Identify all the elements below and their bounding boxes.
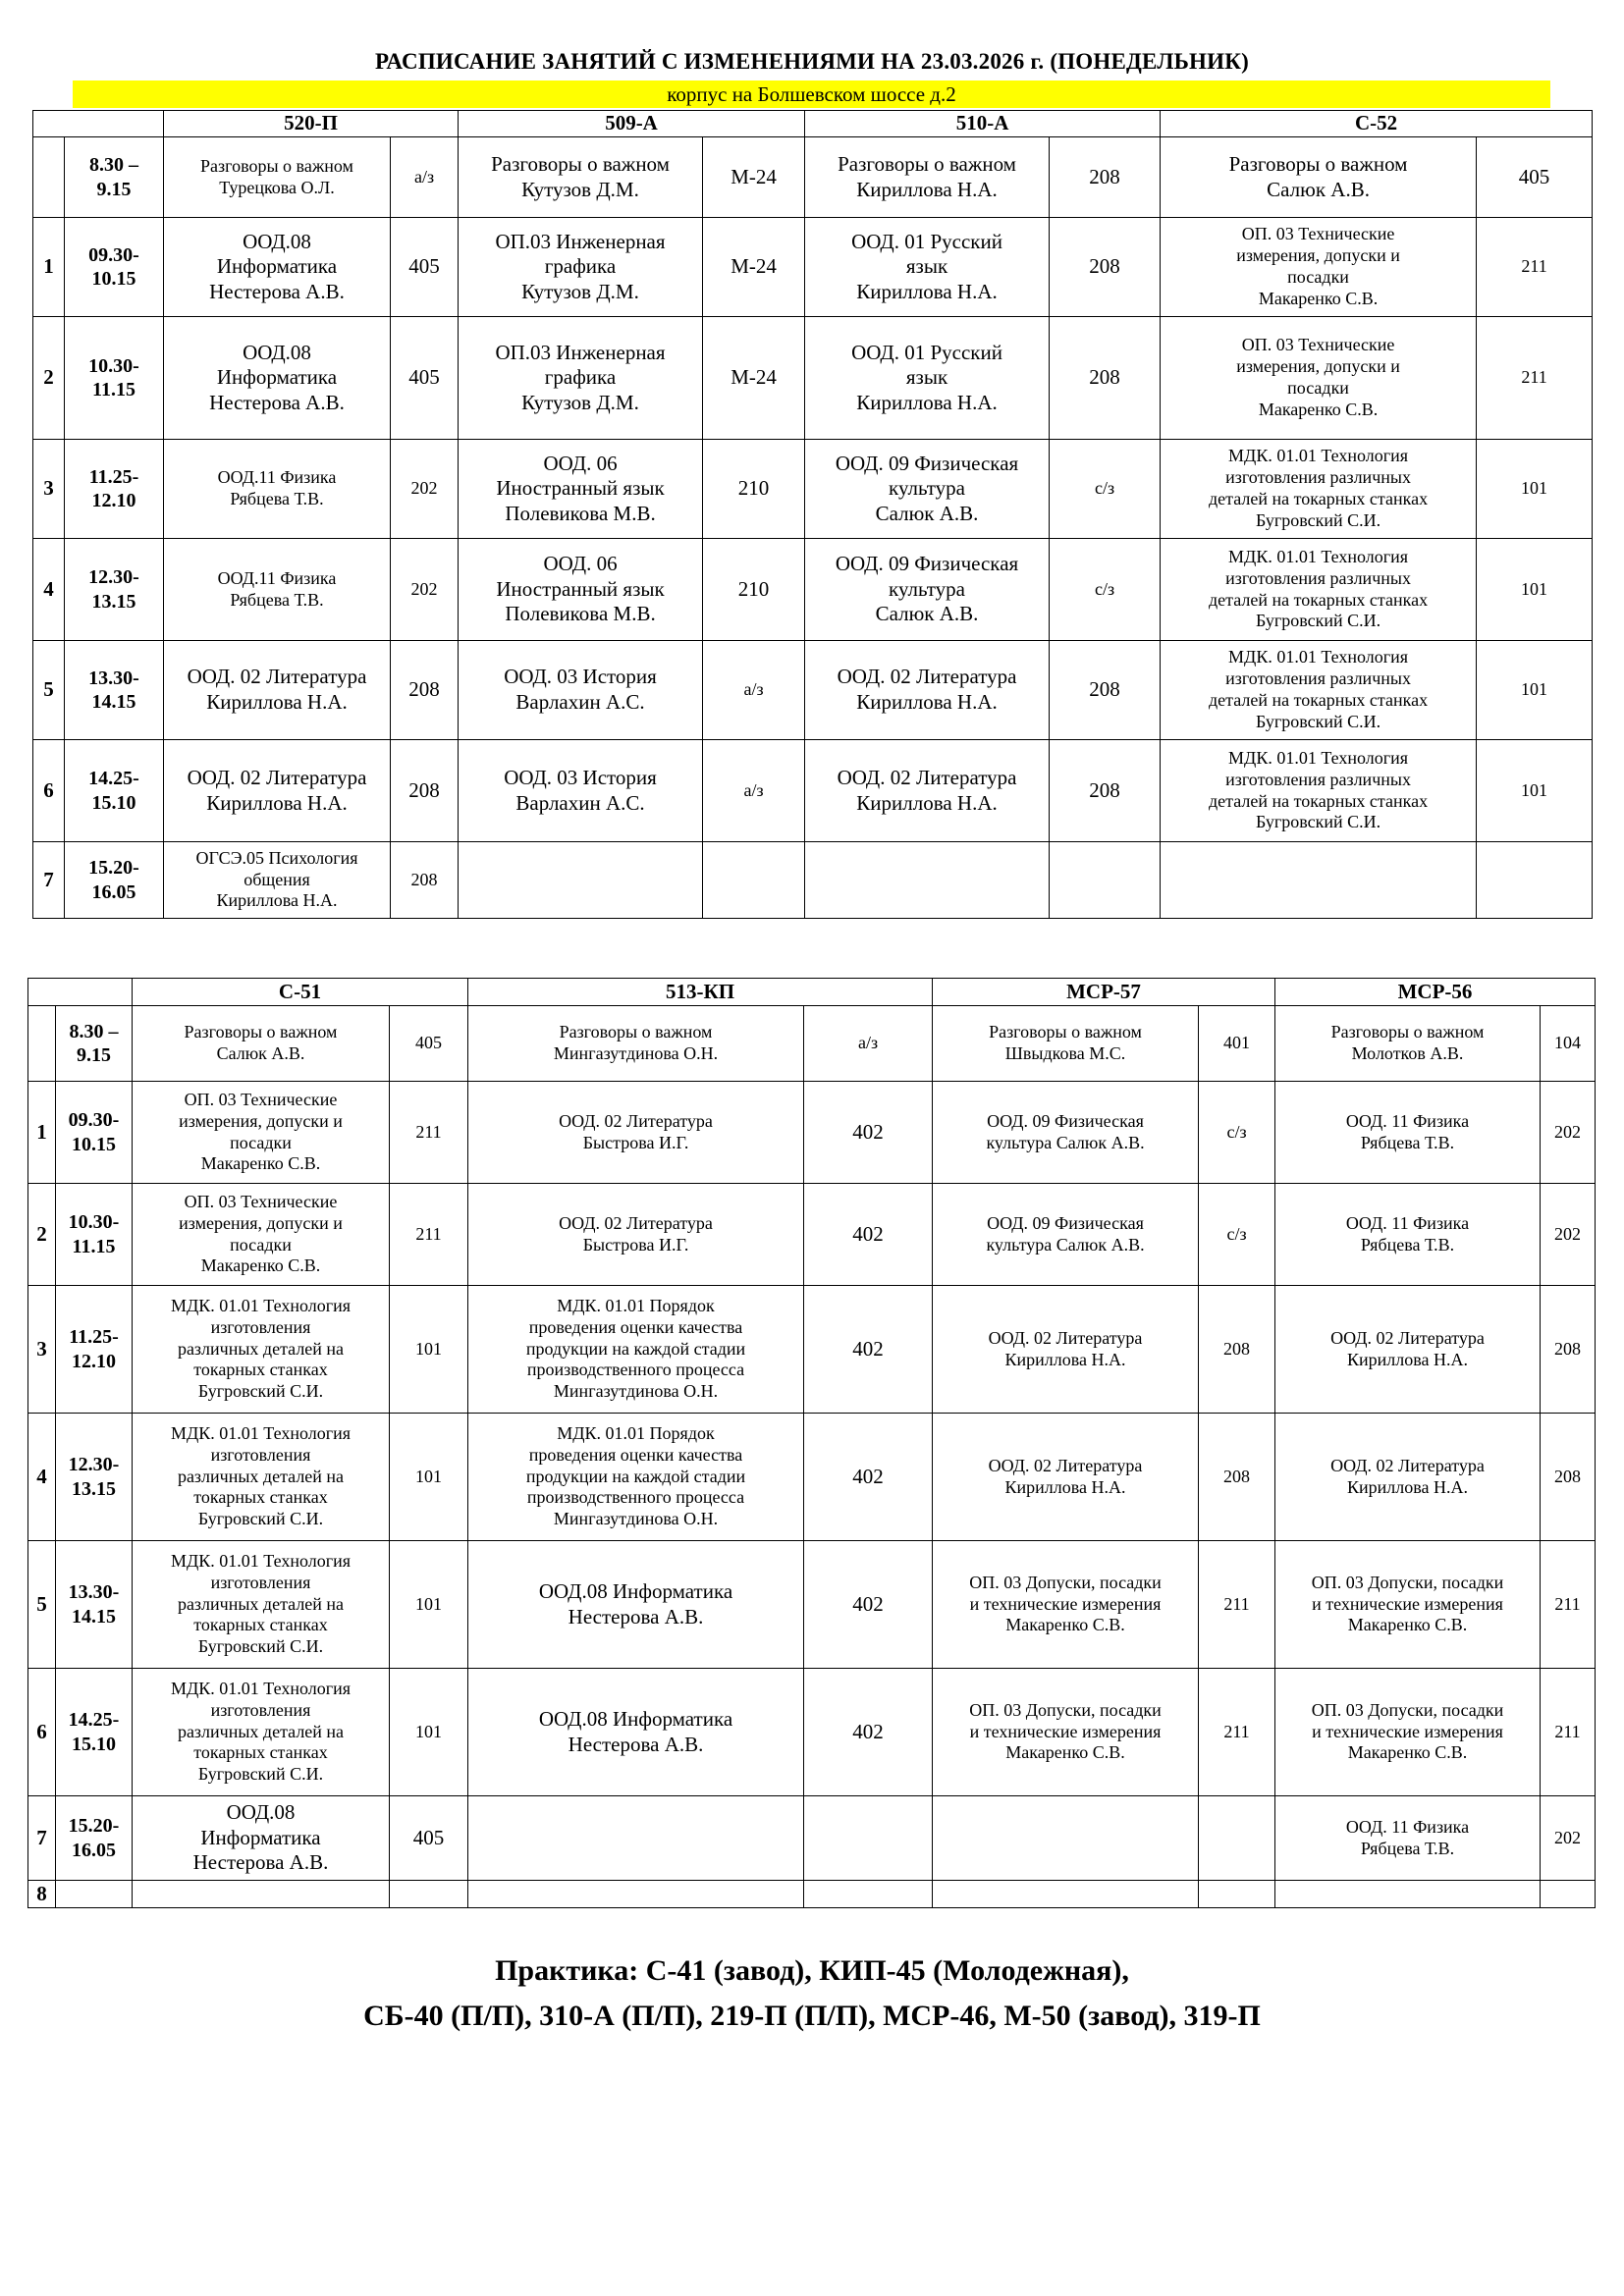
lesson-number: 7	[33, 842, 65, 919]
group-header: 510-А	[805, 111, 1161, 137]
lesson-subject: МДК. 01.01 Технология изготовления различных деталей на токарных станках Бугровский С.И.	[133, 1286, 390, 1414]
lesson-number: 6	[28, 1669, 56, 1796]
lesson-subject: ООД. 01 Русский язык Кириллова Н.А.	[805, 218, 1050, 317]
lesson-room: 208	[1050, 137, 1161, 218]
lesson-room: 210	[703, 440, 805, 539]
lesson-row	[33, 842, 1593, 919]
lesson-room: а/з	[391, 137, 459, 218]
lesson-number	[28, 1006, 56, 1082]
lesson-subject: ООД. 09 Физическая культура Салюк А.В.	[805, 440, 1050, 539]
lesson-subject: ОП. 03 Допуски, посадки и технические измерения Макаренко С.В.	[1275, 1669, 1541, 1796]
lesson-row	[28, 1286, 1596, 1414]
group-header: С-52	[1161, 111, 1593, 137]
lesson-room: 101	[1477, 539, 1593, 641]
lesson-subject: ООД. 11 Физика Рябцева Т.В.	[1275, 1082, 1541, 1184]
lesson-subject: ОП. 03 Технические измерения, допуски и посадки Макаренко С.В.	[1161, 218, 1477, 317]
lesson-subject: ОП. 03 Допуски, посадки и технические измерения Макаренко С.В.	[933, 1541, 1199, 1669]
lesson-row	[33, 740, 1593, 842]
lesson-room: 208	[1050, 218, 1161, 317]
schedule-table-2	[27, 978, 1596, 1908]
header-corner	[28, 979, 133, 1006]
lesson-subject: ООД. 06 Иностранный язык Полевикова М.В.	[459, 539, 703, 641]
lesson-subject: МДК. 01.01 Порядок проведения оценки качества продукции на каждой стадии производственного процесса Мингазутдинова О.Н.	[468, 1414, 804, 1541]
lesson-room: 211	[1477, 218, 1593, 317]
lesson-number: 5	[28, 1541, 56, 1669]
practice-line-1: Практика: С-41 (завод), КИП-45 (Молодежная),	[495, 1954, 1129, 1987]
lesson-row	[33, 317, 1593, 440]
group-header: МСР-57	[933, 979, 1275, 1006]
lesson-time: 13.30- 14.15	[65, 641, 164, 740]
lesson-subject	[805, 842, 1050, 919]
lesson-row	[28, 1414, 1596, 1541]
lesson-subject: ОП. 03 Технические измерения, допуски и посадки Макаренко С.В.	[1161, 317, 1477, 440]
lesson-room: а/з	[703, 740, 805, 842]
lesson-row	[28, 1669, 1596, 1796]
lesson-subject: ОП.03 Инженерная графика Кутузов Д.М.	[459, 317, 703, 440]
lesson-time: 09.30- 10.15	[56, 1082, 133, 1184]
lesson-subject: ООД. 02 Литература Кириллова Н.А.	[805, 641, 1050, 740]
lesson-subject: ООД.11 Физика Рябцева Т.В.	[164, 539, 391, 641]
lesson-subject: ООД. 02 Литература Кириллова Н.А.	[164, 740, 391, 842]
lesson-number: 2	[28, 1184, 56, 1286]
lesson-row	[28, 1796, 1596, 1881]
lesson-room: 211	[1477, 317, 1593, 440]
lesson-room: 202	[1541, 1184, 1596, 1286]
lesson-time: 15.20- 16.05	[56, 1796, 133, 1881]
lesson-subject: ООД. 03 История Варлахин А.С.	[459, 641, 703, 740]
lesson-room: 208	[1050, 641, 1161, 740]
lesson-room: 405	[391, 218, 459, 317]
group-header: 520-П	[164, 111, 459, 137]
lesson-room: с/з	[1199, 1082, 1275, 1184]
lesson-room: 211	[1541, 1541, 1596, 1669]
lesson-subject: Разговоры о важном Молотков А.В.	[1275, 1006, 1541, 1082]
lesson-room: 104	[1541, 1006, 1596, 1082]
lesson-time: 11.25- 12.10	[65, 440, 164, 539]
lesson-subject: ООД. 02 Литература Кириллова Н.А.	[164, 641, 391, 740]
lesson-subject: ООД.08 Информатика Нестерова А.В.	[133, 1796, 390, 1881]
lesson-room: М-24	[703, 317, 805, 440]
lesson-number: 1	[28, 1082, 56, 1184]
lesson-subject: ООД. 11 Физика Рябцева Т.В.	[1275, 1796, 1541, 1881]
lesson-number: 1	[33, 218, 65, 317]
lesson-subject: МДК. 01.01 Технология изготовления различных деталей на токарных станках Бугровский С.И.	[1161, 440, 1477, 539]
lesson-room: а/з	[804, 1006, 933, 1082]
lesson-room: 211	[1541, 1669, 1596, 1796]
lesson-room: М-24	[703, 137, 805, 218]
lesson-room: 211	[390, 1184, 468, 1286]
lesson-row	[28, 1184, 1596, 1286]
lesson-subject: МДК. 01.01 Технология изготовления различных деталей на токарных станках Бугровский С.И.	[133, 1541, 390, 1669]
lesson-room: 210	[703, 539, 805, 641]
lesson-time: 15.20- 16.05	[65, 842, 164, 919]
lesson-number: 5	[33, 641, 65, 740]
lesson-subject: ООД. 02 Литература Быстрова И.Г.	[468, 1184, 804, 1286]
building-banner: корпус на Болшевском шоссе д.2	[73, 80, 1550, 108]
lesson-time: 14.25- 15.10	[65, 740, 164, 842]
schedule-table-1	[32, 110, 1593, 919]
lesson-subject	[459, 842, 703, 919]
lesson-room	[1541, 1881, 1596, 1908]
group-header: 513-КП	[468, 979, 933, 1006]
lesson-room: 101	[390, 1414, 468, 1541]
lesson-subject: ООД. 09 Физическая культура Салюк А.В.	[933, 1184, 1199, 1286]
lesson-subject: ООД.08 Информатика Нестерова А.В.	[164, 317, 391, 440]
lesson-subject: ООД.08 Информатика Нестерова А.В.	[468, 1669, 804, 1796]
lesson-number: 4	[28, 1414, 56, 1541]
lesson-number: 7	[28, 1796, 56, 1881]
lesson-room: 402	[804, 1541, 933, 1669]
lesson-room: 402	[804, 1414, 933, 1541]
lesson-subject: Разговоры о важном Швыдкова М.С.	[933, 1006, 1199, 1082]
lesson-subject: ОП. 03 Допуски, посадки и технические измерения Макаренко С.В.	[1275, 1541, 1541, 1669]
practice-note	[0, 1949, 1624, 2039]
lesson-room	[1050, 842, 1161, 919]
lesson-subject: Разговоры о важном Турецкова О.Л.	[164, 137, 391, 218]
lesson-subject: Разговоры о важном Кутузов Д.М.	[459, 137, 703, 218]
lesson-room: 405	[1477, 137, 1593, 218]
lesson-row	[28, 1881, 1596, 1908]
lesson-room: 202	[1541, 1082, 1596, 1184]
lesson-subject	[933, 1796, 1199, 1881]
lesson-room: 405	[390, 1006, 468, 1082]
lesson-subject: Разговоры о важном Мингазутдинова О.Н.	[468, 1006, 804, 1082]
lesson-room: 101	[1477, 440, 1593, 539]
lesson-row	[33, 218, 1593, 317]
lesson-row	[28, 1541, 1596, 1669]
lesson-subject: ОП.03 Инженерная графика Кутузов Д.М.	[459, 218, 703, 317]
lesson-subject: Разговоры о важном Салюк А.В.	[133, 1006, 390, 1082]
lesson-room: 402	[804, 1184, 933, 1286]
lesson-room: 208	[1199, 1414, 1275, 1541]
lesson-room: 208	[391, 740, 459, 842]
lesson-time: 11.25- 12.10	[56, 1286, 133, 1414]
lesson-number: 3	[28, 1286, 56, 1414]
lesson-room: с/з	[1199, 1184, 1275, 1286]
lesson-room: 101	[390, 1541, 468, 1669]
group-header: 509-А	[459, 111, 805, 137]
group-header: С-51	[133, 979, 468, 1006]
lesson-subject: ОП. 03 Допуски, посадки и технические измерения Макаренко С.В.	[933, 1669, 1199, 1796]
lesson-row	[33, 641, 1593, 740]
lesson-subject: ОГСЭ.05 Психология общения Кириллова Н.А.	[164, 842, 391, 919]
header-corner	[33, 111, 164, 137]
page-title: РАСПИСАНИЕ ЗАНЯТИЙ С ИЗМЕНЕНИЯМИ НА 23.03.2026 г. (ПОНЕДЕЛЬНИК)	[375, 49, 1249, 74]
lesson-subject	[468, 1796, 804, 1881]
group-header-row	[33, 111, 1593, 137]
lesson-row	[28, 1082, 1596, 1184]
lesson-subject: ООД. 02 Литература Кириллова Н.А.	[805, 740, 1050, 842]
lesson-number: 2	[33, 317, 65, 440]
lesson-subject: МДК. 01.01 Технология изготовления различных деталей на токарных станках Бугровский С.И.	[133, 1669, 390, 1796]
lesson-room: 202	[391, 539, 459, 641]
lesson-subject: ООД.11 Физика Рябцева Т.В.	[164, 440, 391, 539]
lesson-room: с/з	[1050, 440, 1161, 539]
lesson-room: 101	[1477, 641, 1593, 740]
lesson-room: 211	[1199, 1669, 1275, 1796]
lesson-time: 12.30- 13.15	[65, 539, 164, 641]
lesson-room: 208	[1050, 740, 1161, 842]
lesson-subject: ООД. 03 История Варлахин А.С.	[459, 740, 703, 842]
lesson-row	[33, 539, 1593, 641]
lesson-subject	[1161, 842, 1477, 919]
lesson-subject: МДК. 01.01 Технология изготовления различных деталей на токарных станках Бугровский С.И.	[1161, 740, 1477, 842]
lesson-time: 8.30 – 9.15	[56, 1006, 133, 1082]
lesson-room: а/з	[703, 641, 805, 740]
lesson-subject: ООД. 02 Литература Быстрова И.Г.	[468, 1082, 804, 1184]
lesson-row	[28, 1006, 1596, 1082]
lesson-row	[33, 137, 1593, 218]
lesson-subject: МДК. 01.01 Технология изготовления различных деталей на токарных станках Бугровский С.И.	[1161, 641, 1477, 740]
lesson-number: 8	[28, 1881, 56, 1908]
lesson-subject	[133, 1881, 390, 1908]
lesson-room	[1477, 842, 1593, 919]
lesson-subject: ОП. 03 Технические измерения, допуски и посадки Макаренко С.В.	[133, 1184, 390, 1286]
lesson-room: 402	[804, 1669, 933, 1796]
lesson-subject: ООД. 09 Физическая культура Салюк А.В.	[933, 1082, 1199, 1184]
lesson-subject: ООД. 02 Литература Кириллова Н.А.	[1275, 1286, 1541, 1414]
lesson-time: 12.30- 13.15	[56, 1414, 133, 1541]
lesson-room: 402	[804, 1082, 933, 1184]
practice-line-2: СБ-40 (П/П), 310-А (П/П), 219-П (П/П), МСР-46, М-50 (завод), 319-П	[363, 2000, 1261, 2032]
lesson-room: 208	[1541, 1286, 1596, 1414]
lesson-subject: МДК. 01.01 Технология изготовления различных деталей на токарных станках Бугровский С.И.	[133, 1414, 390, 1541]
lesson-room: 211	[390, 1082, 468, 1184]
lesson-room: 208	[391, 842, 459, 919]
lesson-subject: ООД. 02 Литература Кириллова Н.А.	[933, 1414, 1199, 1541]
lesson-time: 09.30- 10.15	[65, 218, 164, 317]
lesson-number: 6	[33, 740, 65, 842]
lesson-time: 10.30- 11.15	[56, 1184, 133, 1286]
lesson-time	[56, 1881, 133, 1908]
lesson-number	[33, 137, 65, 218]
lesson-room: 405	[391, 317, 459, 440]
lesson-room: 101	[1477, 740, 1593, 842]
lesson-time: 14.25- 15.10	[56, 1669, 133, 1796]
group-header-row	[28, 979, 1596, 1006]
lesson-subject: ООД. 02 Литература Кириллова Н.А.	[1275, 1414, 1541, 1541]
lesson-room: 202	[1541, 1796, 1596, 1881]
lesson-subject: ООД. 06 Иностранный язык Полевикова М.В.	[459, 440, 703, 539]
lesson-time: 8.30 – 9.15	[65, 137, 164, 218]
lesson-subject: ООД. 02 Литература Кириллова Н.А.	[933, 1286, 1199, 1414]
lesson-room	[804, 1881, 933, 1908]
group-header: МСР-56	[1275, 979, 1596, 1006]
lesson-room: 405	[390, 1796, 468, 1881]
lesson-subject: ООД. 11 Физика Рябцева Т.В.	[1275, 1184, 1541, 1286]
lesson-time: 10.30- 11.15	[65, 317, 164, 440]
lesson-room	[1199, 1881, 1275, 1908]
lesson-subject: МДК. 01.01 Технология изготовления различных деталей на токарных станках Бугровский С.И.	[1161, 539, 1477, 641]
lesson-room	[804, 1796, 933, 1881]
lesson-room	[703, 842, 805, 919]
lesson-subject	[1275, 1881, 1541, 1908]
lesson-subject: Разговоры о важном Салюк А.В.	[1161, 137, 1477, 218]
lesson-subject: Разговоры о важном Кириллова Н.А.	[805, 137, 1050, 218]
lesson-room: 402	[804, 1286, 933, 1414]
lesson-subject: ООД. 09 Физическая культура Салюк А.В.	[805, 539, 1050, 641]
lesson-room	[1199, 1796, 1275, 1881]
lesson-room: 202	[391, 440, 459, 539]
lesson-subject: МДК. 01.01 Порядок проведения оценки качества продукции на каждой стадии производственного процесса Мингазутдинова О.Н.	[468, 1286, 804, 1414]
lesson-room: 208	[391, 641, 459, 740]
lesson-subject	[468, 1881, 804, 1908]
lesson-subject	[933, 1881, 1199, 1908]
lesson-number: 4	[33, 539, 65, 641]
lesson-subject: ООД.08 Информатика Нестерова А.В.	[164, 218, 391, 317]
lesson-number: 3	[33, 440, 65, 539]
lesson-row	[33, 440, 1593, 539]
lesson-room: 208	[1050, 317, 1161, 440]
lesson-room: 101	[390, 1286, 468, 1414]
lesson-room	[390, 1881, 468, 1908]
lesson-room: с/з	[1050, 539, 1161, 641]
lesson-subject: ООД. 01 Русский язык Кириллова Н.А.	[805, 317, 1050, 440]
lesson-time: 13.30- 14.15	[56, 1541, 133, 1669]
lesson-room: 211	[1199, 1541, 1275, 1669]
lesson-room: 208	[1541, 1414, 1596, 1541]
lesson-subject: ООД.08 Информатика Нестерова А.В.	[468, 1541, 804, 1669]
lesson-room: 101	[390, 1669, 468, 1796]
lesson-room: 208	[1199, 1286, 1275, 1414]
lesson-subject: ОП. 03 Технические измерения, допуски и посадки Макаренко С.В.	[133, 1082, 390, 1184]
lesson-room: 401	[1199, 1006, 1275, 1082]
lesson-room: М-24	[703, 218, 805, 317]
